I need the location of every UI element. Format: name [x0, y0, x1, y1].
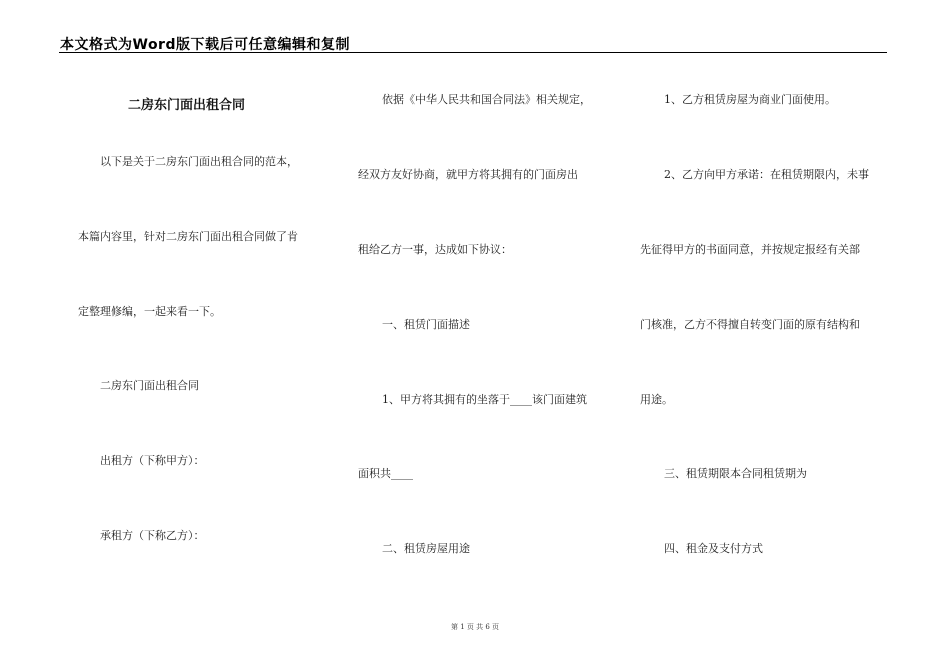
text-line: 二房东门面出租合同 — [100, 379, 199, 392]
text-line: 经双方友好协商，就甲方将其拥有的门面房出 — [358, 168, 578, 181]
text-line: 用途。 — [640, 393, 673, 406]
text-line: 1、乙方租赁房屋为商业门面使用。 — [664, 93, 836, 106]
text-line: 三、租赁期限本合同租赁期为 — [664, 467, 807, 480]
contract-title: 二房东门面出租合同 — [128, 98, 246, 113]
text-line: 先征得甲方的书面同意，并按规定报经有关部 — [640, 243, 860, 256]
text-line: 出租方（下称甲方）： — [100, 454, 205, 467]
text-line: 门核准，乙方不得擅自转变门面的原有结构和 — [640, 318, 860, 331]
column-2 — [330, 0, 630, 640]
text-line: 面积共____ — [358, 467, 413, 480]
column-3 — [630, 0, 930, 640]
text-line: 以下是关于二房东门面出租合同的范本， — [100, 155, 298, 168]
text-line: 依据《中华人民共和国合同法》相关规定， — [382, 93, 591, 106]
text-line: 租给乙方一事，达成如下协议： — [358, 243, 512, 256]
text-line: 二、租赁房屋用途 — [382, 542, 470, 555]
page-number: 第 1 页 共 6 页 — [450, 623, 500, 631]
text-line: 2、乙方向甲方承诺：在租赁期限内，未事 — [664, 168, 869, 181]
text-line: 1、甲方将其拥有的坐落于____该门面建筑 — [382, 393, 587, 406]
text-line: 本篇内容里，针对二房东门面出租合同做了肯 — [78, 230, 298, 243]
text-line: 承租方（下称乙方）： — [100, 529, 205, 542]
text-line: 定整理修编，一起来看一下。 — [78, 305, 221, 318]
text-line: 一、租赁门面描述 — [382, 318, 470, 331]
document-header-title: 本文格式为Word版下载后可任意编辑和复制 — [60, 37, 350, 53]
column-1 — [0, 0, 330, 640]
text-line: 四、租金及支付方式 — [664, 542, 763, 555]
